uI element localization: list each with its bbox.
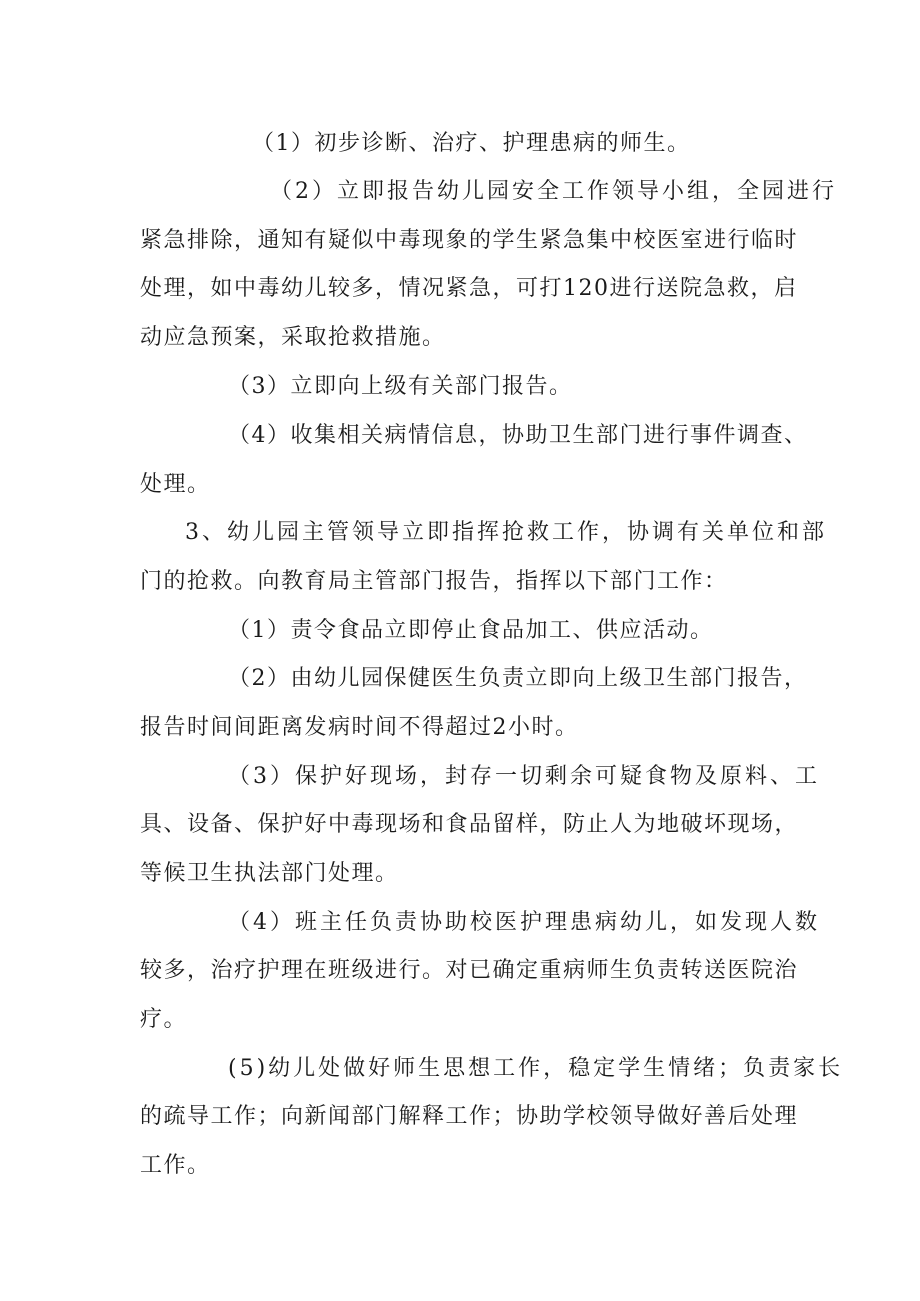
text-line: 紧急排除，通知有疑似中毒现象的学生紧急集中校医室进行临时 [140, 228, 799, 253]
text-line: （2）由幼儿园保健医生负责立即向上级卫生部门报告， [228, 666, 808, 691]
text-line: （1）责令食品立即停止食品加工、供应活动。 [228, 618, 714, 643]
text-line: 处理。 [140, 472, 211, 497]
text-line: （4）收集相关病情信息，协助卫生部门进行事件调查、 [228, 423, 808, 448]
text-line: 3、幼儿园主管领导立即指挥抢救工作，协调有关单位和部 [185, 520, 827, 545]
text-line: 报告时间间距离发病时间不得超过2小时。 [140, 715, 579, 740]
text-line: （4）班主任负责协助校医护理患病幼儿，如发现人数 [228, 910, 820, 935]
text-line: (5)幼儿处做好师生思想工作，稳定学生情绪；负责家长 [228, 1056, 844, 1081]
text-line: 的疏导工作；向新闻部门解释工作；协助学校领导做好善后处理 [140, 1104, 799, 1129]
text-line: 疗。 [140, 1007, 188, 1032]
text-line: 动应急预案，采取抢救措施。 [140, 325, 446, 350]
text-line: （3）立即向上级有关部门报告。 [228, 374, 573, 399]
text-line: （1）初步诊断、治疗、护理患病的师生。 [252, 131, 691, 156]
text-line: （2）立即报告幼儿园安全工作领导小组，全园进行 [270, 179, 837, 204]
text-line: 具、设备、保护好中毒现场和食品留样，防止人为地破坏现场， [140, 812, 799, 837]
text-line: 处理，如中毒幼儿较多，情况紧急，可打120进行送院急救，启 [140, 276, 798, 301]
text-line: 门的抢救。向教育局主管部门报告，指挥以下部门工作： [140, 569, 728, 594]
text-line: 较多，治疗护理在班级进行。对已确定重病师生负责转送医院治 [140, 958, 799, 983]
text-line: 等候卫生执法部门处理。 [140, 861, 399, 886]
text-line: （3）保护好现场，封存一切剩余可疑食物及原料、工 [228, 764, 820, 789]
text-line: 工作。 [140, 1153, 211, 1178]
